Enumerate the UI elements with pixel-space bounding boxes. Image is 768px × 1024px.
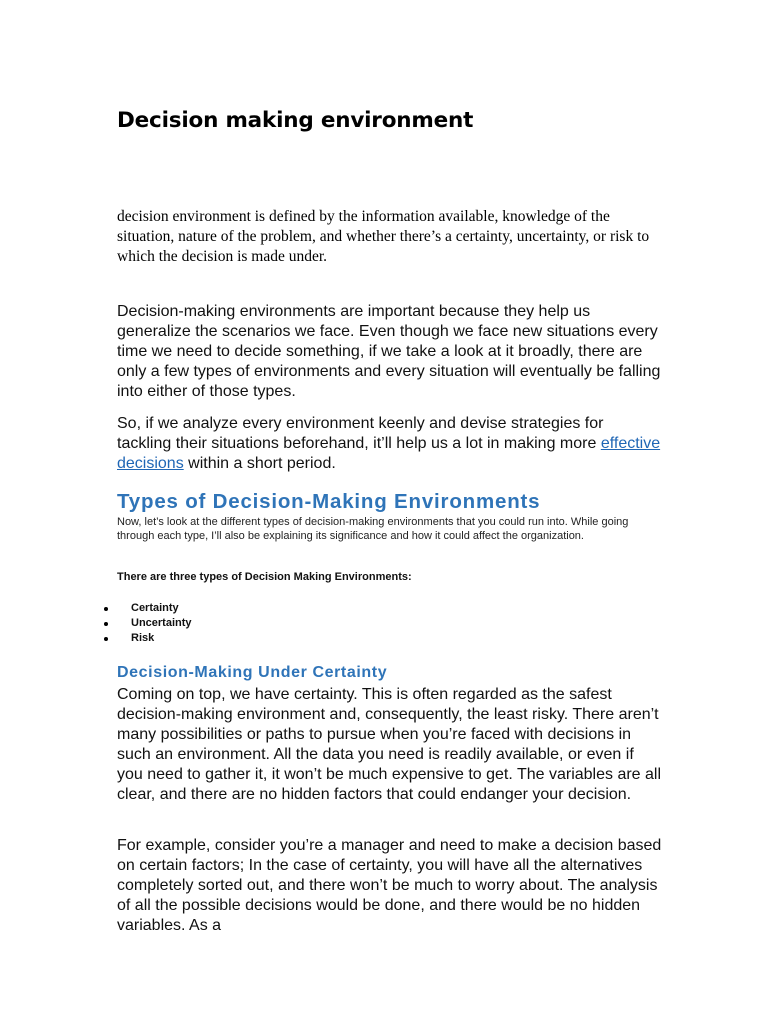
certainty-heading: Decision-Making Under Certainty <box>117 664 388 681</box>
analyze-text-after: within a short period. <box>183 455 336 472</box>
analyze-paragraph <box>117 414 662 474</box>
certainty-paragraph-2: For example, consider you’re a manager and need to make a decision based on certain factors; In the case of certainty, you will have all the alternatives completely sorted out, and there won’t be much to worry about. The analysis of all the possible decisions would be done, and there would be no hidden variables. As a <box>117 837 662 934</box>
document-title: Decision making environment <box>117 108 474 133</box>
list-item <box>104 616 192 631</box>
bullet-icon <box>104 622 108 626</box>
list-item-label: Risk <box>131 632 155 644</box>
effective-decisions-link[interactable]: effective decisions <box>117 435 661 472</box>
list-item-label: Uncertainty <box>131 617 192 629</box>
intro-paragraph: decision environment is defined by the information available, knowledge of the situation, nature of the problem, and whether there’s a certainty, uncertainty, or risk to which the decision is made under. <box>117 208 650 265</box>
certainty-paragraph-1: Coming on top, we have certainty. This is often regarded as the safest decision-making environment and, consequently, the least risky. There aren’t many possibilities or paths to pursue when you’re faced with decisions in such an environment. All the data you need is readily available, or even if you need to gather it, it won’t be much expensive to get. The variables are all clear, and there are no hidden factors that could endanger your decision. <box>117 686 662 803</box>
importance-paragraph: Decision-making environments are important because they help us generalize the scenarios we face. Even though we face new situations every time we need to decide something, if we take a look at it broadly, there are only a few types of environments and every situation will eventually be falling into either of those types. <box>117 303 661 400</box>
types-heading: Types of Decision-Making Environments <box>117 490 541 513</box>
list-item <box>104 601 192 616</box>
list-item <box>104 631 192 646</box>
types-list <box>104 601 192 646</box>
list-item-label: Certainty <box>131 602 179 614</box>
analyze-text-before: So, if we analyze every environment keenly and devise strategies for tackling their situations beforehand, it’ll help us a lot in making more <box>117 415 604 452</box>
types-intro-paragraph: Now, let’s look at the different types of decision-making environments that you could run into. While going through each type, I’ll also be explaining its significance and how it could affect the organization. <box>117 516 629 542</box>
bullet-icon <box>104 637 108 641</box>
bullet-icon <box>104 607 108 611</box>
types-count-line: There are three types of Decision Making Environments: <box>117 571 412 583</box>
